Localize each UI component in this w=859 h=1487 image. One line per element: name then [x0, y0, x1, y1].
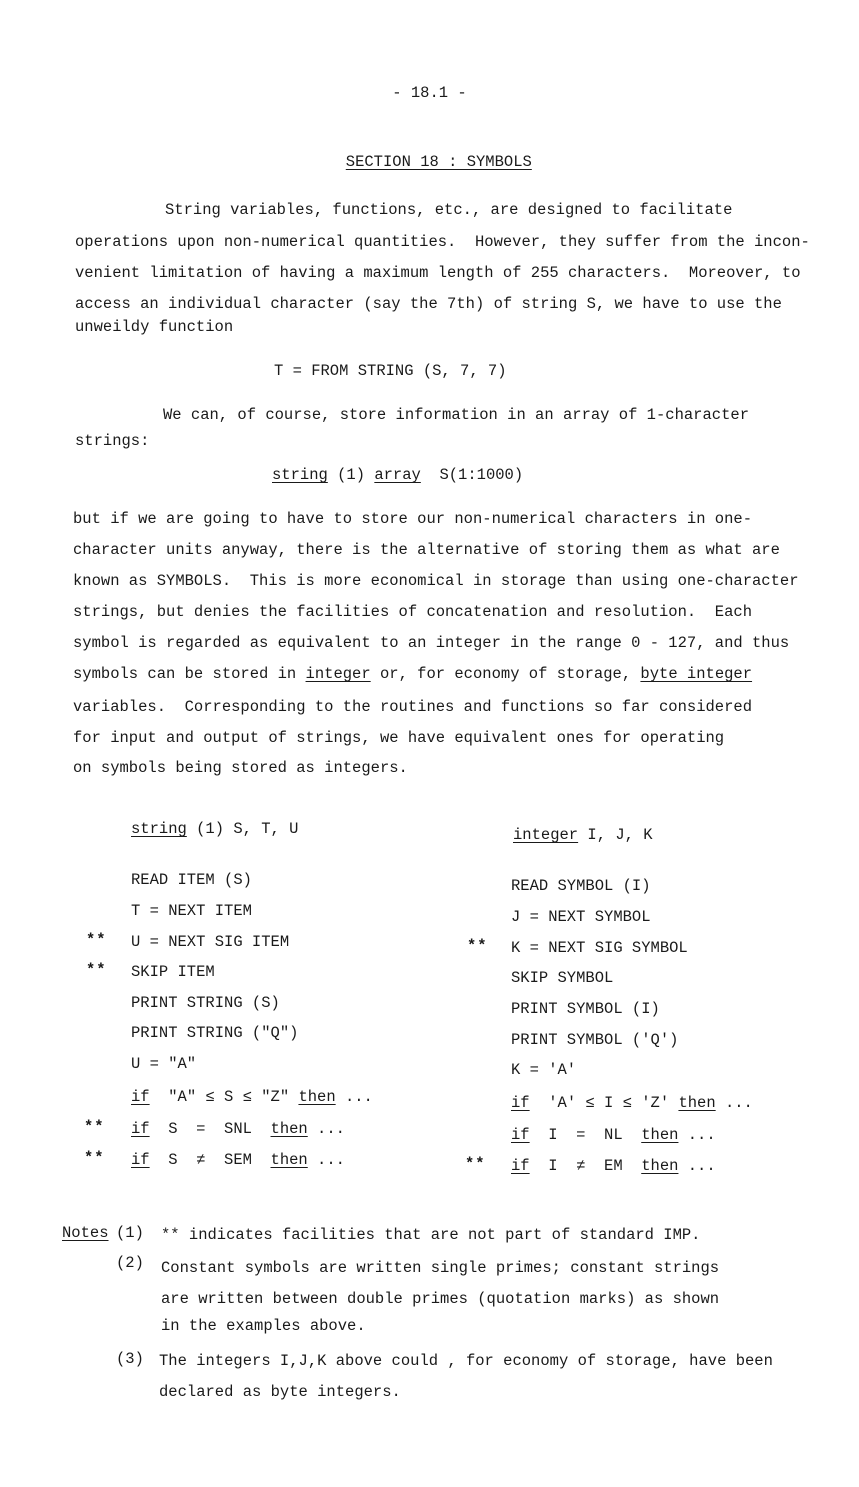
text-line: unweildy function — [75, 318, 234, 336]
note-text: Constant symbols are written single primes; constant strings — [161, 1259, 720, 1277]
note-text: ** indicates facilities that are not part of standard IMP. — [161, 1226, 701, 1244]
code-row: if 'A' ≤ I ≤ 'Z' then ... — [511, 1094, 753, 1112]
code-row: SKIP SYMBOL — [511, 969, 614, 987]
text-line: variables. Corresponding to the routines and functions so far considered — [73, 698, 753, 716]
code-row: if S ≠ SEM then ... — [131, 1151, 345, 1169]
text-line: character units anyway, there is the alternative of storing them as what are — [73, 541, 780, 559]
text-line: strings, but denies the facilities of concatenation and resolution. Each — [73, 603, 753, 621]
code-row: PRINT SYMBOL ('Q') — [511, 1031, 679, 1049]
text-line: on symbols being stored as integers. — [73, 759, 408, 777]
text-line: We can, of course, store information in an array of 1-character — [163, 406, 749, 424]
keyword-array: array — [374, 466, 421, 484]
text-line: access an individual character (say the 7th) of string S, we have to use the — [75, 295, 782, 313]
nonstandard-marker: ** — [84, 1118, 105, 1136]
code-row: if I ≠ EM then ... — [511, 1157, 716, 1175]
nonstandard-marker: ** — [86, 961, 107, 979]
nonstandard-marker: ** — [465, 1155, 486, 1173]
keyword-byte-integer: byte integer — [640, 665, 753, 683]
nonstandard-marker: ** — [84, 1149, 105, 1167]
note-number: (2) — [116, 1254, 144, 1272]
text-line: operations upon non-numerical quantities. However, they suffer from the incon- — [75, 233, 810, 251]
code-row: if S = SNL then ... — [131, 1120, 345, 1138]
note-text: declared as byte integers. — [159, 1383, 401, 1401]
code-row: SKIP ITEM — [131, 963, 215, 981]
note-number: (1) — [116, 1224, 144, 1242]
integer-declaration: integer I, J, K — [513, 826, 653, 844]
note-text: The integers I,J,K above could , for economy of storage, have been — [159, 1352, 773, 1370]
text-line: known as SYMBOLS. This is more economical in storage than using one-character — [73, 572, 799, 590]
text-line: for input and output of strings, we have equivalent ones for operating — [73, 729, 725, 747]
text-line: String variables, functions, etc., are designed to facilitate — [165, 201, 733, 219]
code-row: U = NEXT SIG ITEM — [131, 933, 290, 951]
code-row: K = 'A' — [511, 1061, 577, 1079]
code-row: READ ITEM (S) — [131, 871, 252, 889]
code-row: if "A" ≤ S ≤ "Z" then ... — [131, 1088, 373, 1106]
code-row: PRINT STRING ("Q") — [131, 1024, 299, 1042]
code-row: K = NEXT SIG SYMBOL — [511, 939, 688, 957]
code-row: J = NEXT SYMBOL — [511, 908, 651, 926]
nonstandard-marker: ** — [467, 937, 488, 955]
formula-from-string: T = FROM STRING (S, 7, 7) — [274, 362, 507, 380]
code-row: PRINT SYMBOL (I) — [511, 1000, 660, 1018]
text-line: venient limitation of having a maximum length of 255 characters. Moreover, to — [75, 264, 801, 282]
code-row: T = NEXT ITEM — [131, 902, 252, 920]
note-text: in the examples above. — [161, 1317, 366, 1335]
code-row: PRINT STRING (S) — [131, 994, 280, 1012]
code-row: if I = NL then ... — [511, 1126, 716, 1144]
nonstandard-marker: ** — [86, 931, 107, 949]
code-row: READ SYMBOL (I) — [511, 877, 651, 895]
array-declaration: string (1) array S(1:1000) — [272, 466, 524, 484]
notes-label: Notes — [62, 1224, 109, 1242]
keyword-string: string — [272, 466, 328, 484]
text-line: symbol is regarded as equivalent to an integer in the range 0 - 127, and thus — [73, 634, 790, 652]
text-line: symbols can be stored in integer or, for economy of storage, byte integer — [73, 665, 753, 683]
text-line: but if we are going to have to store our non-numerical characters in one- — [73, 510, 753, 528]
code-row: U = "A" — [131, 1055, 197, 1073]
section-title: SECTION 18 : SYMBOLS — [345, 153, 532, 171]
text-line: strings: — [75, 432, 150, 450]
note-text: are written between double primes (quotation marks) as shown — [161, 1290, 720, 1308]
note-number: (3) — [116, 1350, 144, 1368]
keyword-integer: integer — [305, 665, 371, 683]
string-declaration: string (1) S, T, U — [131, 820, 299, 838]
page-number: - 18.1 - — [392, 84, 467, 102]
